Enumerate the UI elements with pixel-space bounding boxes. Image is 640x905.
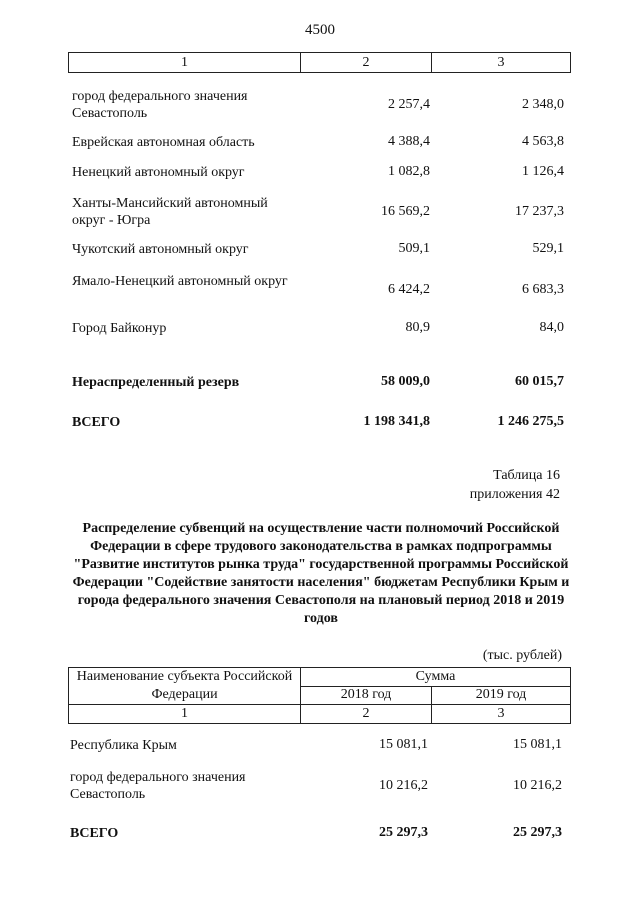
total-label: ВСЕГО [72, 415, 121, 430]
row-value-2018: 6 424,2 [388, 282, 430, 297]
col-number-3: 3 [432, 53, 571, 73]
row-name: город федерального значения Севастополь [72, 89, 248, 121]
col-number-1: 1 [69, 53, 301, 73]
table2-header [68, 667, 571, 724]
units-label: (тыс. рублей) [482, 648, 562, 663]
total-row [70, 825, 562, 845]
row-value-2019: 10 216,2 [513, 778, 562, 793]
col-header-2018: 2018 год [301, 686, 432, 705]
row-name: Ханты-Мансийский автономный округ - Югра [72, 196, 268, 228]
row-name: Чукотский автономный округ [72, 242, 249, 257]
table-caption-number: Таблица 16 [493, 468, 560, 483]
table-row [72, 273, 564, 309]
table-row [72, 241, 564, 261]
row-value-2018: 10 216,2 [379, 778, 428, 793]
col-header-sum: Сумма [301, 668, 571, 687]
table-row [70, 737, 562, 757]
row-value-2018: 2 257,4 [388, 97, 430, 112]
row-name: Республика Крым [70, 738, 177, 753]
row-value-2019: 2 348,0 [522, 97, 564, 112]
table-row [70, 769, 562, 805]
row-value-2019: 6 683,3 [522, 282, 564, 297]
reserve-value-2019: 60 015,7 [515, 374, 564, 389]
row-value-2018: 1 082,8 [388, 164, 430, 179]
row-value-2019: 15 081,1 [513, 737, 562, 752]
row-name: город федерального значения Севастополь [70, 770, 246, 802]
col-header-subject: Наименование субъекта Российской Федерации [69, 668, 301, 705]
row-value-2018: 15 081,1 [379, 737, 428, 752]
row-value-2018: 16 569,2 [381, 204, 430, 219]
table-row [72, 134, 564, 154]
row-value-2019: 1 126,4 [522, 164, 564, 179]
col-number-2: 2 [301, 705, 432, 724]
table-row [72, 320, 564, 340]
row-value-2018: 80,9 [405, 320, 430, 335]
table-caption-appendix: приложения 42 [469, 487, 560, 502]
page-number: 4500 [305, 22, 335, 38]
row-name: Ямало-Ненецкий автономный округ [72, 274, 288, 289]
col-number-2: 2 [301, 53, 432, 73]
row-value-2019: 529,1 [532, 241, 564, 256]
row-value-2018: 509,1 [398, 241, 430, 256]
row-name: Город Байконур [72, 321, 167, 336]
row-value-2019: 17 237,3 [515, 204, 564, 219]
row-value-2019: 4 563,8 [522, 134, 564, 149]
reserve-value-2018: 58 009,0 [381, 374, 430, 389]
col-header-2019: 2019 год [432, 686, 571, 705]
document-title: Распределение субвенций на осуществление части полномочий Российской Федерации в сфере трудового законодательства в рамках подпрограммы "Развитие институтов рынка труда" государственной программы Российской Федерации "Содействие занятости населения" бюджетам Республики Крым и города федерального значения Севастополя на плановый период 2018 и 2019 годов [72, 521, 570, 626]
row-name: Еврейская автономная область [72, 135, 255, 150]
col-number-3: 3 [432, 705, 571, 724]
reserve-row [72, 374, 564, 394]
total-value-2019: 25 297,3 [513, 825, 562, 840]
table-row [72, 88, 564, 124]
table-caption [470, 466, 560, 504]
col-number-1: 1 [69, 705, 301, 724]
table-row [72, 164, 564, 184]
total-row [72, 414, 564, 434]
reserve-label: Нераспределенный резерв [72, 375, 240, 390]
total-value-2019: 1 246 275,5 [497, 414, 564, 429]
row-name: Ненецкий автономный округ [72, 165, 245, 180]
table1-header [68, 52, 571, 73]
total-value-2018: 25 297,3 [379, 825, 428, 840]
table-row [72, 195, 564, 231]
row-value-2019: 84,0 [539, 320, 564, 335]
row-value-2018: 4 388,4 [388, 134, 430, 149]
total-label: ВСЕГО [70, 826, 119, 841]
total-value-2018: 1 198 341,8 [363, 414, 430, 429]
